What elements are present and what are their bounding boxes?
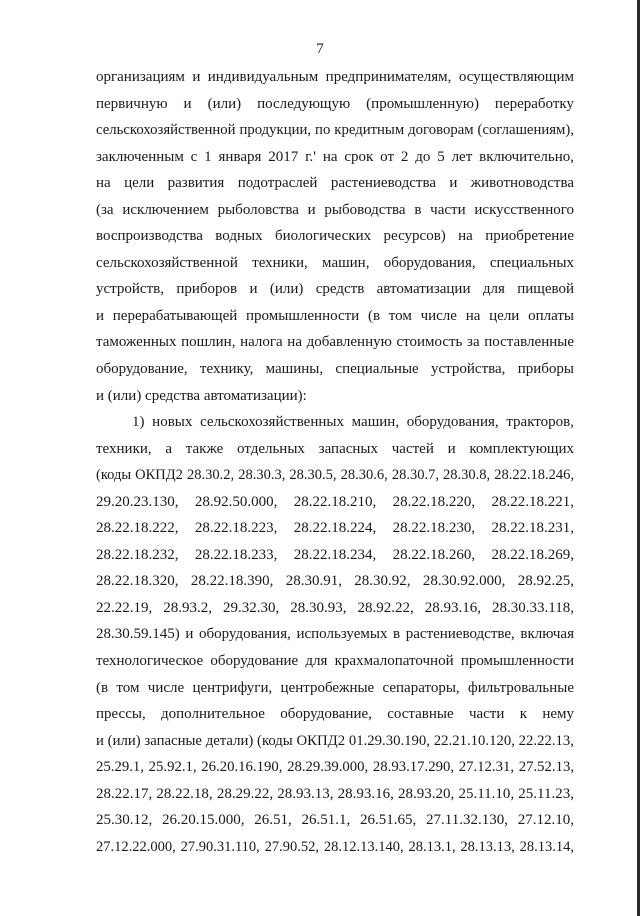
- text-line: оборудование, технику, машины, специальные устройства, приборы: [96, 361, 574, 378]
- text-line: 28.22.18.320, 28.22.18.390, 28.30.91, 28.30.92, 28.30.92.000, 28.92.25,: [96, 573, 574, 590]
- text-line: первичную и (или) последующую (промышленную) переработку: [96, 95, 574, 112]
- text-line: (коды ОКПД2 28.30.2, 28.30.3, 28.30.5, 28.30.6, 28.30.7, 28.30.8, 28.22.18.246,: [96, 467, 574, 484]
- text-line: таможенных пошлин, налога на добавленную стоимость за поставленные: [96, 334, 574, 351]
- text-line: технологическое оборудование для крахмалопаточной промышленности: [96, 653, 574, 670]
- text-line: организациям и индивидуальным предпринимателям, осуществляющим: [96, 69, 574, 85]
- text-line: 25.30.12, 26.20.15.000, 26.51, 26.51.1, 26.51.65, 27.11.32.130, 27.12.10,: [96, 812, 574, 829]
- text-line: и перерабатывающей промышленности (в том числе на цели оплаты: [96, 307, 574, 324]
- text-line: прессы, дополнительное оборудование, составные части к нему: [96, 706, 574, 723]
- text-line: заключенным с 1 января 2017 г.' на срок от 2 до 5 лет включительно,: [96, 148, 574, 165]
- text-line-paragraph-start: 1) новых сельскохозяйственных машин, оборудования, тракторов,: [132, 414, 574, 431]
- text-line: воспроизводства водных биологических ресурсов) на приобретение: [96, 228, 574, 245]
- text-line: 22.22.19, 28.93.2, 29.32.30, 28.30.93, 28.92.22, 28.93.16, 28.30.33.118,: [96, 599, 574, 616]
- text-line: (за исключением рыболовства и рыбоводства в части искусственного: [96, 201, 574, 218]
- text-line: 25.29.1, 25.92.1, 26.20.16.190, 28.29.39.000, 28.93.17.290, 27.12.31, 27.52.13,: [96, 759, 574, 776]
- text-line: 28.22.18.232, 28.22.18.233, 28.22.18.234, 28.22.18.260, 28.22.18.269,: [96, 546, 574, 563]
- text-line: и (или) запасные детали) (коды ОКПД2 01.29.30.190, 22.21.10.120, 22.22.13,: [96, 732, 574, 749]
- page-number: 7: [316, 41, 324, 57]
- text-line: 28.30.59.145) и оборудования, используемых в растениеводстве, включая: [96, 626, 574, 643]
- text-line: 27.12.22.000, 27.90.31.110, 27.90.52, 28.12.13.140, 28.13.1, 28.13.13, 28.13.14,: [96, 838, 574, 855]
- text-line: 28.22.17, 28.22.18, 28.29.22, 28.93.13, 28.93.16, 28.93.20, 25.11.10, 25.11.23,: [96, 785, 574, 802]
- text-line: устройств, приборов и (или) средств автоматизации для пищевой: [96, 281, 574, 298]
- body-text: [96, 64, 574, 860]
- text-line: 28.22.18.222, 28.22.18.223, 28.22.18.224, 28.22.18.230, 28.22.18.231,: [96, 520, 574, 537]
- text-line: сельскохозяйственной продукции, по кредитным договорам (соглашениям),: [96, 122, 574, 139]
- text-line: сельскохозяйственной техники, машин, оборудования, специальных: [96, 254, 574, 271]
- text-line: на цели развития подотраслей растениеводства и животноводства: [96, 175, 574, 192]
- text-line: (в том числе центрифуги, центробежные сепараторы, фильтровальные: [96, 679, 574, 696]
- text-line: и (или) средства автоматизации):: [96, 387, 307, 404]
- text-line: техники, а также отдельных запасных частей и комплектующих: [96, 440, 574, 457]
- text-line: 29.20.23.130, 28.92.50.000, 28.22.18.210, 28.22.18.220, 28.22.18.221,: [96, 493, 574, 510]
